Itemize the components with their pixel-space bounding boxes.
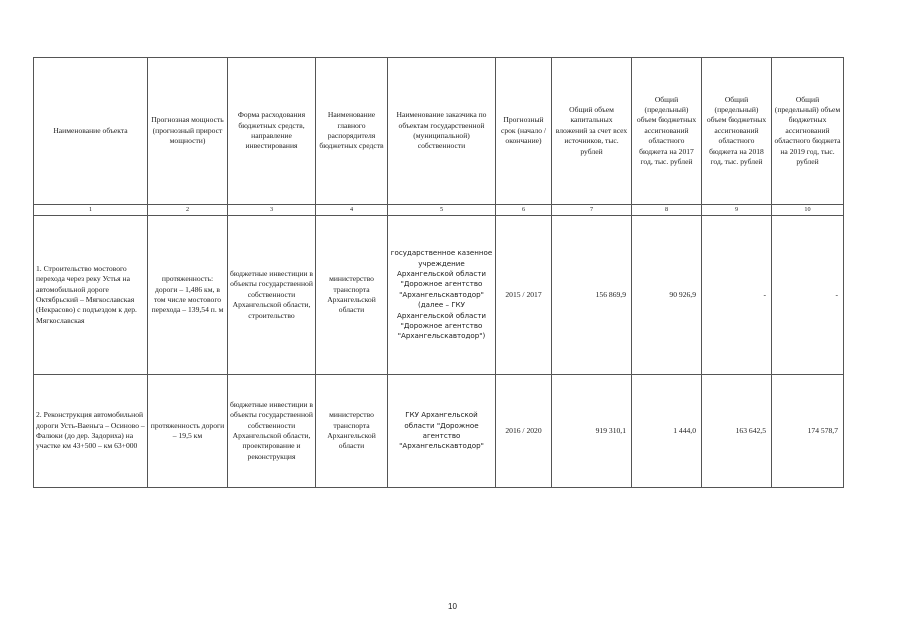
header-2018: Общий (предельный) объем бюджетных ассигнований областного бюджета на 2018 год, тыс. рублей xyxy=(702,58,772,205)
column-number: 5 xyxy=(388,205,496,216)
amount-2017-cell: 90 926,9 xyxy=(632,216,702,375)
header-manager: Наименование главного распорядителя бюджетных средств xyxy=(316,58,388,205)
header-total: Общий объем капитальных вложений за счет всех источников, тыс. рублей xyxy=(552,58,632,205)
header-capacity: Прогнозная мощность (прогнозный прирост мощности) xyxy=(148,58,228,205)
column-number: 9 xyxy=(702,205,772,216)
total-cell: 156 869,9 xyxy=(552,216,632,375)
amount-2018-cell: - xyxy=(702,216,772,375)
amount-2019-cell: 174 578,7 xyxy=(772,375,844,488)
column-number-row xyxy=(34,205,844,216)
column-number: 1 xyxy=(34,205,148,216)
form-cell: бюджетные инвестиции в объекты государственной собственности Архангельской области, проектирование и реконструкция xyxy=(228,375,316,488)
column-number: 8 xyxy=(632,205,702,216)
period-cell: 2015 / 2017 xyxy=(496,216,552,375)
column-number: 6 xyxy=(496,205,552,216)
object-name-cell: 2. Реконструкция автомобильной дороги Усть-Ваеньга – Осиново – Фалюки (до дер. Задориха) на участке км 43+500 – км 63+000 xyxy=(34,375,148,488)
header-row xyxy=(34,58,844,205)
capacity-cell: протяженность дороги – 19,5 км xyxy=(148,375,228,488)
manager-cell: министерство транспорта Архангельской области xyxy=(316,375,388,488)
customer-cell: государственное казенное учреждение Архангельской области "Дорожное агентство "Архангельскавтодор" (далее – ГКУ Архангельской области "Дорожное агентство "Архангельскавтодор") xyxy=(388,216,496,375)
amount-2019-cell: - xyxy=(772,216,844,375)
header-form: Форма расходования бюджетных средств, направление инвестирования xyxy=(228,58,316,205)
header-object: Наименование объекта xyxy=(34,58,148,205)
manager-cell: министерство транспорта Архангельской области xyxy=(316,216,388,375)
form-cell: бюджетные инвестиции в объекты государственной собственности Архангельской области, строительство xyxy=(228,216,316,375)
total-cell: 919 310,1 xyxy=(552,375,632,488)
customer-cell: ГКУ Архангельской области "Дорожное агентство "Архангельскавтодор" xyxy=(388,375,496,488)
amount-2018-cell: 163 642,5 xyxy=(702,375,772,488)
header-2019: Общий (предельный) объем бюджетных ассигнований областного бюджета на 2019 год, тыс. рублей xyxy=(772,58,844,205)
table-row xyxy=(34,216,844,375)
period-cell: 2016 / 2020 xyxy=(496,375,552,488)
column-number: 2 xyxy=(148,205,228,216)
capacity-cell: протяженность: дороги – 1,486 км, в том числе мостового перехода – 139,54 п. м xyxy=(148,216,228,375)
page-number: 10 xyxy=(448,602,457,611)
investment-table xyxy=(33,57,844,488)
column-number: 10 xyxy=(772,205,844,216)
header-customer: Наименование заказчика по объектам государственной (муниципальной) собственности xyxy=(388,58,496,205)
table-row xyxy=(34,375,844,488)
header-2017: Общий (предельный) объем бюджетных ассигнований областного бюджета на 2017 год, тыс. рублей xyxy=(632,58,702,205)
object-name-cell: 1. Строительство мостового перехода через реку Устья на автомобильной дороге Октябрьский – Мягкославская (Некрасово) с подъездом к дер. Мягкославская xyxy=(34,216,148,375)
column-number: 3 xyxy=(228,205,316,216)
header-period: Прогнозный срок (начало / окончание) xyxy=(496,58,552,205)
amount-2017-cell: 1 444,0 xyxy=(632,375,702,488)
column-number: 7 xyxy=(552,205,632,216)
column-number: 4 xyxy=(316,205,388,216)
